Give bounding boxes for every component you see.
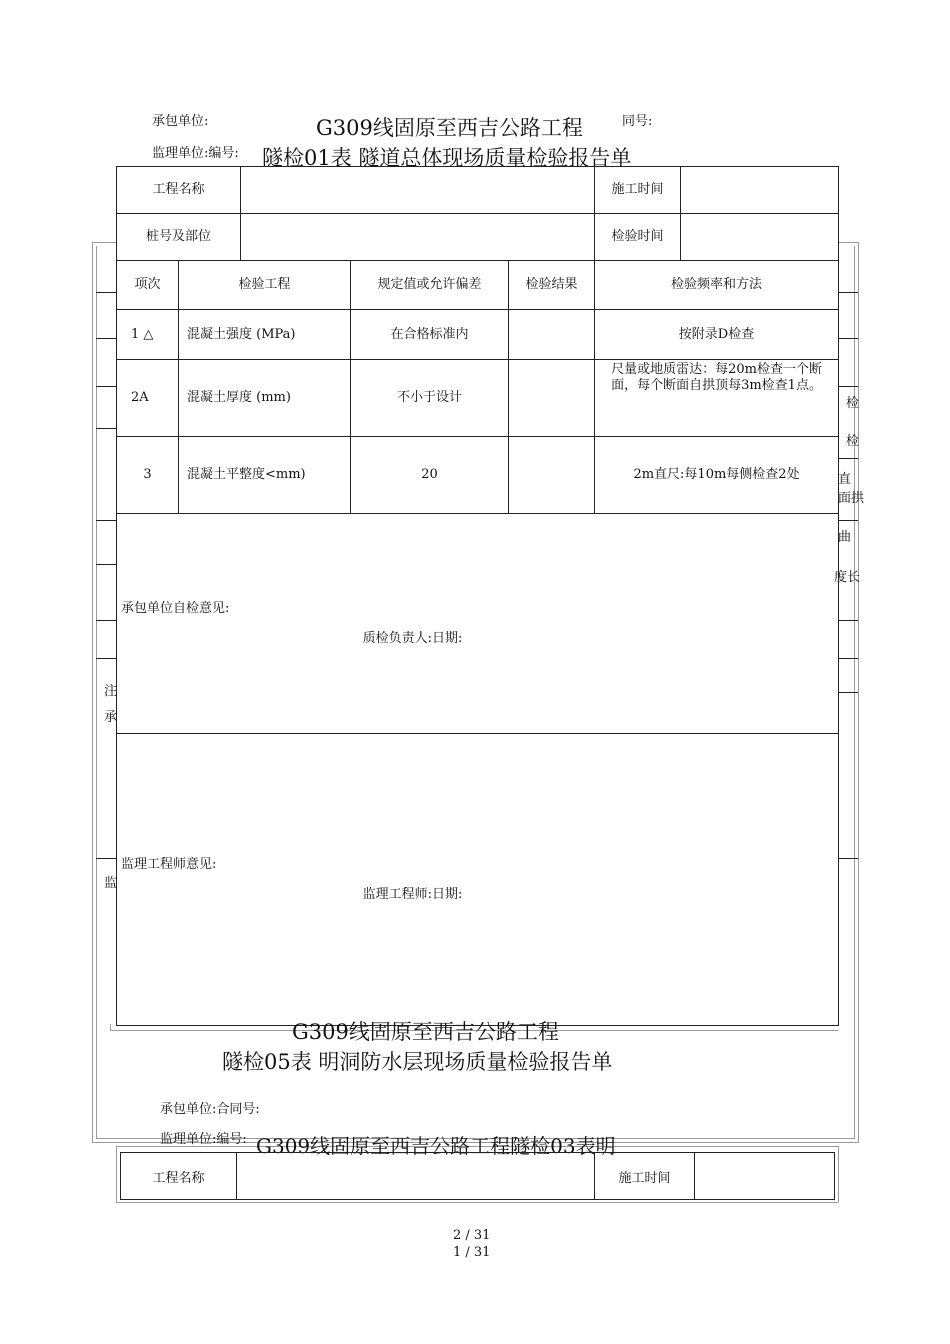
inspection-time-label: 检验时间 — [595, 214, 681, 261]
station-value[interactable] — [241, 214, 595, 261]
contractor-opinion-label: 承包单位自检意见: — [121, 600, 230, 616]
table-row — [117, 437, 839, 514]
supervisor-signature-line: 监理工程师:日期: — [362, 886, 463, 902]
edge-fragment: 度长 — [834, 570, 861, 585]
section3-overlap-title: G309线固原至西吉公路工程隧检03表明 — [256, 1134, 616, 1158]
row-result[interactable] — [509, 310, 595, 360]
section2-supervisor-label: 监理单位:编号: — [160, 1132, 247, 1147]
column-header: 检验结果 — [509, 261, 595, 310]
section2-project-name-label: 工程名称 — [121, 1153, 237, 1200]
page-number: 2 / 31 — [453, 1228, 491, 1243]
construction-time-value[interactable] — [681, 167, 839, 214]
contract-no-fragment: 同号: — [622, 114, 653, 129]
section2-construction-time-value[interactable] — [695, 1153, 835, 1200]
column-header: 项次 — [117, 261, 179, 310]
inspection-report-table — [116, 166, 839, 1026]
column-header: 规定值或允许偏差 — [351, 261, 509, 310]
edge-fragment: 曲 — [838, 530, 852, 545]
row-spec: 不小于设计 — [351, 360, 509, 437]
section2-construction-time-label: 施工时间 — [595, 1153, 695, 1200]
edge-fragment: 承 — [104, 710, 118, 725]
contractor-label: 承包单位: — [152, 114, 209, 129]
construction-time-label: 施工时间 — [595, 167, 681, 214]
contractor-opinion-cell[interactable] — [117, 514, 839, 734]
table-row — [121, 1153, 835, 1200]
table-row — [117, 360, 839, 437]
project-name-label: 工程名称 — [117, 167, 241, 214]
edge-fragment: 注 — [104, 684, 118, 699]
section2-project-name-value[interactable] — [237, 1153, 595, 1200]
table-row — [117, 214, 839, 261]
supervisor-label: 监理单位:编号: — [152, 146, 239, 161]
table-row — [117, 310, 839, 360]
station-label: 桩号及部位 — [117, 214, 241, 261]
page-number: 1 / 31 — [453, 1245, 491, 1260]
section2-table — [120, 1152, 835, 1200]
row-spec: 在合格标准内 — [351, 310, 509, 360]
row-item: 混凝土厚度 (mm) — [179, 360, 351, 437]
row-number: 2A — [117, 360, 179, 437]
row-number: 1 △ — [117, 310, 179, 360]
table-row — [117, 167, 839, 214]
column-header: 检验工程 — [179, 261, 351, 310]
document-title: G309线固原至西吉公路工程 — [316, 116, 583, 140]
row-item: 混凝土强度 (MPa) — [179, 310, 351, 360]
row-spec: 20 — [351, 437, 509, 514]
supervisor-opinion-row — [117, 734, 839, 1026]
project-name-value[interactable] — [241, 167, 595, 214]
table-header-row — [117, 261, 839, 310]
column-header: 检验频率和方法 — [595, 261, 839, 310]
contractor-opinion-row — [117, 514, 839, 734]
row-result[interactable] — [509, 360, 595, 437]
edge-fragment: 面拱 — [838, 491, 865, 506]
supervisor-opinion-cell[interactable] — [117, 734, 839, 1026]
section2-contractor-label: 承包单位:合同号: — [160, 1102, 260, 1117]
edge-fragment: 监 — [104, 876, 118, 891]
row-method: 2m直尺:每10m每侧检查2处 — [595, 437, 839, 514]
row-number: 3 — [117, 437, 179, 514]
edge-fragment: 直 — [838, 472, 852, 487]
edge-fragment: 检 — [846, 434, 860, 449]
row-result[interactable] — [509, 437, 595, 514]
contractor-signature-line: 质检负责人:日期: — [362, 630, 463, 646]
section2-title: G309线固原至西吉公路工程 — [292, 1020, 559, 1044]
row-method: 尺量或地质雷达：每20m检查一个断面，每个断面自拱顶每3m检查1点。 — [595, 360, 839, 437]
row-method: 按附录D检查 — [595, 310, 839, 360]
inspection-time-value[interactable] — [681, 214, 839, 261]
document-subtitle: 隧检01表 隧道总体现场质量检验报告单 — [262, 146, 632, 170]
supervisor-opinion-label: 监理工程师意见: — [121, 856, 217, 872]
edge-fragment: 检 — [846, 396, 860, 411]
row-item: 混凝土平整度<mm) — [179, 437, 351, 514]
section2-subtitle: 隧检05表 明洞防水层现场质量检验报告单 — [222, 1050, 613, 1074]
